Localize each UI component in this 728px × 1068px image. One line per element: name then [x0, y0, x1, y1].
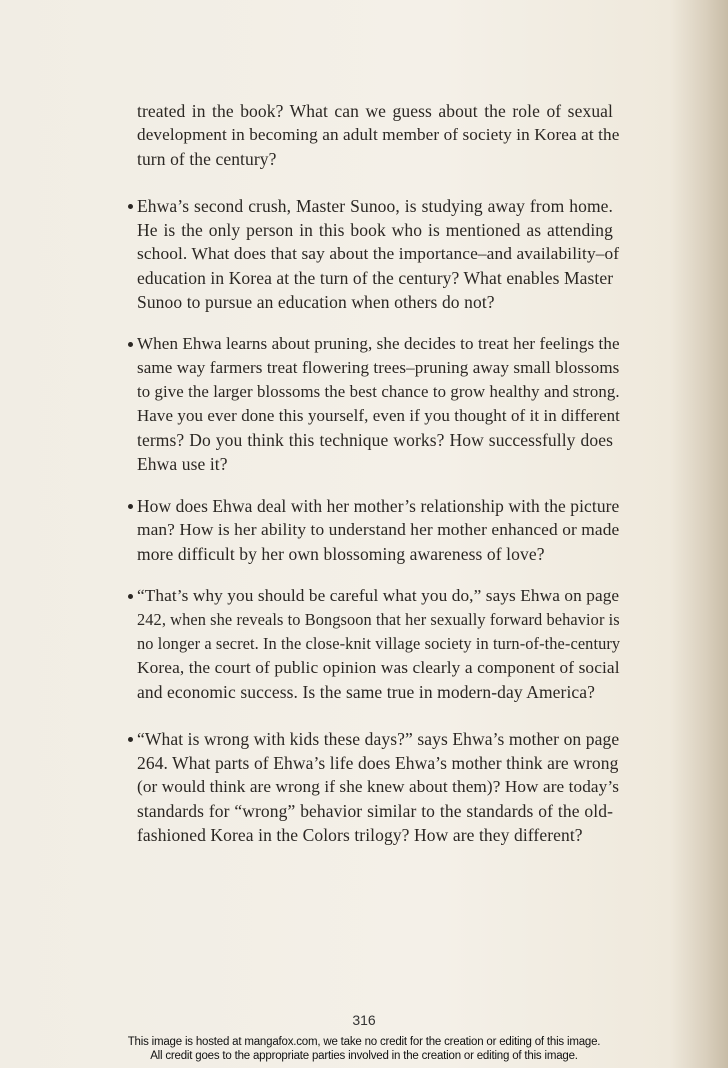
text-line: more difficult by her own blossoming awareness of love? [137, 544, 545, 564]
text-line: Korea, the court of public opinion was clearly a component of social [137, 658, 620, 677]
bullet-question [137, 584, 621, 704]
text-line: school. What does that say about the importance–and availability–of [137, 244, 620, 263]
paragraph [137, 99, 620, 171]
text-line: Have you ever done this yourself, even if you thought of it in different [137, 406, 620, 425]
text-line: man? How is her ability to understand her mother enhanced or made [137, 520, 620, 539]
text-line: “What is wrong with kids these days?” says Ehwa’s mother on page [137, 729, 620, 749]
text-line: education in Korea at the turn of the century? What enables Master [137, 268, 614, 288]
text-line: When Ehwa learns about pruning, she decides to treat her feelings the [137, 334, 620, 353]
text-line: 264. What parts of Ehwa’s life does Ehwa’s mother think are wrong [137, 753, 619, 773]
text-line: He is the only person in this book who is mentioned as attending [137, 220, 613, 240]
text-line: to give the larger blossoms the best chance to grow healthy and strong. [137, 382, 620, 401]
text-line: Ehwa use it? [137, 454, 228, 474]
text-line: 242, when she reveals to Bongsoon that her sexually forward behavior is [137, 610, 620, 629]
bullet-icon [128, 504, 133, 509]
hosting-notice: This image is hosted at mangafox.com, we take no credit for the creation or editing of this image. [127, 1036, 601, 1048]
bullet-question [137, 332, 620, 476]
bullet-question [137, 194, 620, 314]
text-line: turn of the century? [137, 149, 277, 169]
text-line: (or would think are wrong if she knew about them)? How are today’s [137, 777, 619, 796]
text-line: Sunoo to pursue an education when others do not? [137, 292, 495, 312]
text-line: “That’s why you should be careful what you do,” says Ehwa on page [137, 586, 620, 605]
bullet-icon [128, 737, 133, 742]
bullet-icon [128, 594, 133, 599]
text-line: Ehwa’s second crush, Master Sunoo, is studying away from home. [137, 196, 613, 216]
text-line: no longer a secret. In the close-knit village society in turn-of-the-century [137, 634, 621, 653]
page-number: 316 [352, 1012, 376, 1028]
credit-notice: All credit goes to the appropriate parties involved in the creation or editing of this image. [150, 1050, 578, 1062]
text-line: and economic success. Is the same true in modern-day America? [137, 682, 596, 702]
text-line: same way farmers treat flowering trees–pruning away small blossoms [137, 358, 620, 377]
text-line: standards for “wrong” behavior similar to the standards of the old- [137, 801, 613, 821]
bullet-icon [128, 204, 133, 209]
text-line: treated in the book? What can we guess about the role of sexual [137, 101, 613, 121]
text-line: terms? Do you think this technique works? How successfully does [137, 430, 613, 450]
bullet-question [137, 494, 620, 566]
text-line: development in becoming an adult member of society in Korea at the [137, 125, 620, 144]
text-line: fashioned Korea in the Colors trilogy? How are they different? [137, 825, 583, 845]
bullet-icon [128, 342, 133, 347]
bullet-question [137, 727, 620, 847]
text-line: How does Ehwa deal with her mother’s relationship with the picture [137, 496, 620, 516]
